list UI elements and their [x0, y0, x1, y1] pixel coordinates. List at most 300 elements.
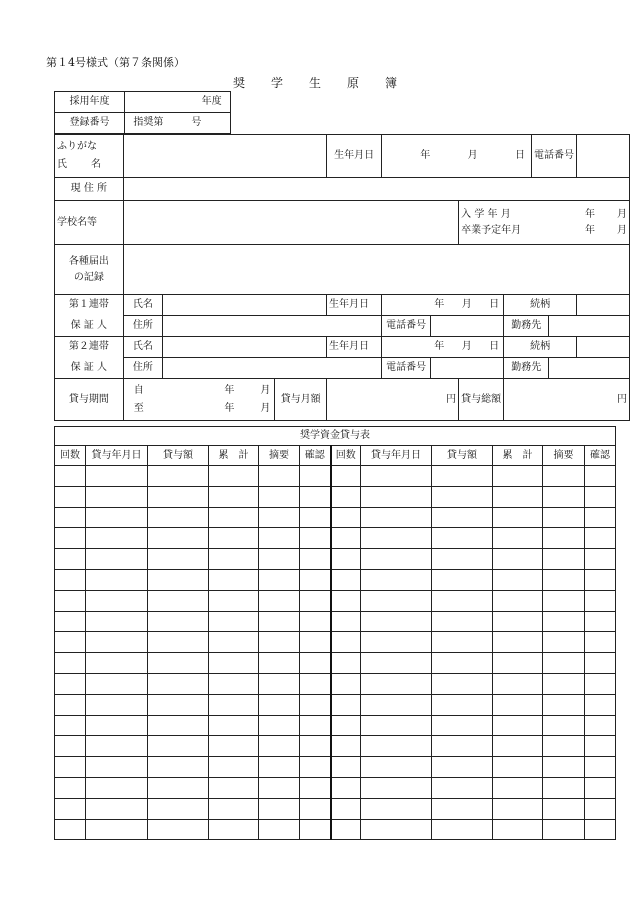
ledger-cell[interactable] [585, 777, 616, 798]
guarantor2-label-2: 保 証 人 [55, 358, 124, 379]
ledger-cell[interactable] [331, 653, 361, 674]
ledger-cell[interactable] [86, 777, 148, 798]
ledger-cell[interactable] [259, 549, 300, 570]
ledger-cell[interactable] [543, 673, 585, 694]
table-row [55, 694, 616, 715]
ledger-cell[interactable] [543, 653, 585, 674]
address-field[interactable] [123, 178, 629, 201]
ledger-cell[interactable] [55, 507, 86, 528]
ledger-cell[interactable] [86, 632, 148, 653]
ledger-cell[interactable] [331, 549, 361, 570]
ledger-cell[interactable] [55, 590, 86, 611]
ledger-cell[interactable] [493, 694, 543, 715]
grad-month-unit: 月 [617, 224, 627, 236]
ledger-cell[interactable] [86, 653, 148, 674]
g1-day-unit: 日 [489, 299, 500, 310]
ledger-cell[interactable] [585, 569, 616, 590]
ledger-cell[interactable] [259, 777, 300, 798]
ledger-cell[interactable] [148, 673, 209, 694]
ledger-cell[interactable] [543, 507, 585, 528]
ledger-cell[interactable] [148, 528, 209, 549]
ledger-cell[interactable] [209, 632, 259, 653]
ledger-cell[interactable] [432, 569, 493, 590]
ledger-cell[interactable] [585, 590, 616, 611]
col-date: 貸与年月日 [361, 446, 432, 466]
ledger-cell[interactable] [300, 528, 331, 549]
ledger-cell[interactable] [493, 798, 543, 819]
phone-label: 電話番号 [532, 135, 577, 178]
col-amount: 貸与額 [148, 446, 209, 466]
ledger-cell[interactable] [148, 590, 209, 611]
ledger-cell[interactable] [86, 736, 148, 757]
ledger-cell[interactable] [259, 569, 300, 590]
ledger-cell[interactable] [432, 632, 493, 653]
col-cumulative: 累 計 [209, 446, 259, 466]
guarantor1-address-field[interactable] [163, 316, 382, 337]
col-confirm: 確認 [585, 446, 616, 466]
ledger-cell[interactable] [432, 486, 493, 507]
ledger-cell[interactable] [209, 569, 259, 590]
ledger-cell[interactable] [86, 673, 148, 694]
notices-field[interactable] [123, 245, 629, 295]
ledger-cell[interactable] [331, 528, 361, 549]
year-suffix: 年度 [201, 96, 222, 107]
guarantor2-address-field[interactable] [163, 358, 382, 379]
monthly-field[interactable] [326, 379, 458, 421]
ledger-cell[interactable] [543, 549, 585, 570]
ledger-cell[interactable] [331, 486, 361, 507]
guarantor2-name-label: 氏名 [123, 337, 162, 358]
ledger-cell[interactable] [585, 694, 616, 715]
table-row [55, 549, 616, 570]
ledger-cell[interactable] [300, 486, 331, 507]
ledger-cell[interactable] [300, 549, 331, 570]
birth-year-unit: 年 [420, 150, 431, 161]
ledger-cell[interactable] [331, 507, 361, 528]
title-char: 簿 [385, 76, 398, 90]
guarantor1-work-label: 勤務先 [504, 316, 549, 337]
ledger-cell[interactable] [209, 819, 259, 840]
table-row [55, 798, 616, 819]
ledger-cell[interactable] [361, 819, 432, 840]
ledger-cell[interactable] [148, 798, 209, 819]
ledger-cell[interactable] [543, 715, 585, 736]
ledger-cell[interactable] [148, 632, 209, 653]
ledger-cell[interactable] [543, 736, 585, 757]
ledger-cell[interactable] [148, 736, 209, 757]
ledger-cell[interactable] [55, 673, 86, 694]
ledger-cell[interactable] [361, 466, 432, 487]
ledger-cell[interactable] [331, 611, 361, 632]
ledger-cell[interactable] [55, 632, 86, 653]
ledger-cell[interactable] [209, 590, 259, 611]
guarantor1-phone-field[interactable] [431, 316, 504, 337]
ledger-cell[interactable] [259, 466, 300, 487]
ledger-cell[interactable] [55, 798, 86, 819]
ledger-cell[interactable] [55, 549, 86, 570]
ledger-cell[interactable] [331, 736, 361, 757]
ledger-cell[interactable] [585, 819, 616, 840]
ledger-cell[interactable] [55, 777, 86, 798]
g1-month-unit: 月 [461, 299, 472, 310]
name-field[interactable] [123, 135, 326, 178]
school-field[interactable] [123, 201, 458, 245]
notices-label-2: の記録 [73, 271, 104, 283]
ledger-cell[interactable] [259, 757, 300, 778]
ledger-cell[interactable] [209, 611, 259, 632]
to-label: 至 [133, 402, 144, 414]
ledger-cell[interactable] [259, 486, 300, 507]
guarantor1-name-label: 氏名 [123, 295, 162, 316]
ledger-cell[interactable] [148, 653, 209, 674]
ledger-cell[interactable] [300, 611, 331, 632]
ledger-cell[interactable] [585, 528, 616, 549]
ledger-cell[interactable] [86, 757, 148, 778]
birth-day-unit: 日 [515, 150, 526, 161]
ledger-cell[interactable] [300, 466, 331, 487]
ledger-cell[interactable] [432, 590, 493, 611]
ledger-cell[interactable] [331, 632, 361, 653]
ledger-cell[interactable] [361, 777, 432, 798]
ledger-cell[interactable] [585, 715, 616, 736]
ledger-cell[interactable] [493, 611, 543, 632]
ledger-cell[interactable] [585, 486, 616, 507]
ledger-cell[interactable] [148, 694, 209, 715]
ledger-cell[interactable] [361, 590, 432, 611]
notices-label-1: 各種届出 [68, 255, 109, 267]
ledger-cell[interactable] [585, 673, 616, 694]
monthly-yen: 円 [446, 393, 457, 405]
col-count: 回数 [331, 446, 361, 466]
guarantor2-label-1: 第２連帯 [55, 337, 124, 358]
ledger-cell[interactable] [259, 715, 300, 736]
ledger-cell[interactable] [585, 653, 616, 674]
ledger-cell[interactable] [493, 590, 543, 611]
ledger-cell[interactable] [55, 757, 86, 778]
ledger-cell[interactable] [86, 694, 148, 715]
ledger-cell[interactable] [432, 715, 493, 736]
ledger-cell[interactable] [55, 611, 86, 632]
ledger-cell[interactable] [209, 653, 259, 674]
ledger-cell[interactable] [86, 611, 148, 632]
ledger-cell[interactable] [493, 715, 543, 736]
ledger-cell[interactable] [543, 611, 585, 632]
ledger-cell[interactable] [331, 569, 361, 590]
ledger-cell[interactable] [493, 528, 543, 549]
ledger-cell[interactable] [361, 549, 432, 570]
ledger-cell[interactable] [55, 736, 86, 757]
ledger-cell[interactable] [259, 694, 300, 715]
ledger-cell[interactable] [55, 466, 86, 487]
ledger-cell[interactable] [432, 777, 493, 798]
ledger-cell[interactable] [209, 757, 259, 778]
ledger-cell[interactable] [86, 819, 148, 840]
ledger-cell[interactable] [585, 507, 616, 528]
adoption-year-field[interactable] [125, 92, 231, 113]
ledger-cell[interactable] [209, 549, 259, 570]
ledger-cell[interactable] [361, 757, 432, 778]
guarantor1-label-1: 第１連帯 [55, 295, 124, 316]
ledger-cell[interactable] [55, 819, 86, 840]
ledger-cell[interactable] [55, 569, 86, 590]
ledger-cell[interactable] [55, 694, 86, 715]
ledger-cell[interactable] [55, 715, 86, 736]
ledger-cell[interactable] [300, 694, 331, 715]
ledger-cell[interactable] [432, 673, 493, 694]
ledger-cell[interactable] [432, 528, 493, 549]
to-year-unit: 年 [224, 402, 235, 414]
ledger-cell[interactable] [361, 798, 432, 819]
ledger-cell[interactable] [259, 507, 300, 528]
ledger-cell[interactable] [259, 528, 300, 549]
ledger-cell[interactable] [493, 632, 543, 653]
table-row [55, 715, 616, 736]
ledger-cell[interactable] [543, 777, 585, 798]
from-month-unit: 月 [260, 384, 271, 396]
entry-label: 入 学 年 月 [461, 208, 511, 220]
ledger-cell[interactable] [300, 653, 331, 674]
ledger-cell[interactable] [300, 819, 331, 840]
ledger-cell[interactable] [361, 507, 432, 528]
from-year-unit: 年 [224, 384, 235, 396]
ledger-cell[interactable] [148, 507, 209, 528]
ledger-cell[interactable] [432, 757, 493, 778]
ledger-cell[interactable] [55, 653, 86, 674]
guarantor2-birth-field[interactable] [382, 337, 504, 358]
ledger-cell[interactable] [300, 507, 331, 528]
ledger-cell[interactable] [209, 528, 259, 549]
loan-ledger-table [54, 426, 616, 840]
ledger-cell[interactable] [148, 569, 209, 590]
reg-number-field[interactable] [125, 113, 231, 134]
ledger-cell[interactable] [148, 777, 209, 798]
total-field[interactable] [504, 379, 630, 421]
school-dates [459, 201, 630, 245]
ledger-cell[interactable] [148, 611, 209, 632]
ledger-cell[interactable] [300, 736, 331, 757]
ledger-cell[interactable] [361, 569, 432, 590]
ledger-cell[interactable] [331, 715, 361, 736]
ledger-cell[interactable] [331, 798, 361, 819]
ledger-cell[interactable] [585, 798, 616, 819]
ledger-cell[interactable] [148, 486, 209, 507]
ledger-cell[interactable] [543, 486, 585, 507]
address-label: 現 住 所 [55, 178, 124, 201]
name-label-2: 名 [91, 159, 101, 170]
ledger-cell[interactable] [432, 507, 493, 528]
table-row [55, 507, 616, 528]
ledger-cell[interactable] [55, 528, 86, 549]
table-row [55, 653, 616, 674]
ledger-cell[interactable] [331, 673, 361, 694]
ledger-cell[interactable] [493, 673, 543, 694]
guarantor2-work-field[interactable] [549, 358, 630, 379]
guarantor2-relation-label: 続柄 [504, 337, 577, 358]
ledger-cell[interactable] [300, 798, 331, 819]
ledger-cell[interactable] [209, 466, 259, 487]
ledger-cell[interactable] [585, 632, 616, 653]
ledger-cell[interactable] [148, 549, 209, 570]
ledger-cell[interactable] [493, 569, 543, 590]
ledger-cell[interactable] [493, 507, 543, 528]
guarantor2-relation-field[interactable] [577, 337, 630, 358]
ledger-cell[interactable] [543, 694, 585, 715]
phone-field[interactable] [577, 135, 630, 178]
ledger-cell[interactable] [86, 507, 148, 528]
ledger-cell[interactable] [209, 736, 259, 757]
guarantor2-name-field[interactable] [163, 337, 327, 358]
ledger-cell[interactable] [543, 798, 585, 819]
guarantor1-name-field[interactable] [163, 295, 327, 316]
table-row [55, 673, 616, 694]
ledger-cell[interactable] [148, 466, 209, 487]
ledger-cell[interactable] [432, 653, 493, 674]
ledger-cell[interactable] [361, 694, 432, 715]
ledger-cell[interactable] [300, 632, 331, 653]
ledger-cell[interactable] [300, 777, 331, 798]
ledger-cell[interactable] [209, 486, 259, 507]
reg-prefix: 指奨第 [133, 117, 164, 128]
ledger-cell[interactable] [55, 486, 86, 507]
ledger-cell[interactable] [259, 673, 300, 694]
ledger-cell[interactable] [331, 819, 361, 840]
ledger-cell[interactable] [148, 757, 209, 778]
guarantor2-address-label: 住所 [123, 358, 162, 379]
guarantor1-address-label: 住所 [123, 316, 162, 337]
form-number: 第１4号様式（第７条関係） [46, 56, 185, 69]
guarantor1-relation-field[interactable] [577, 295, 630, 316]
ledger-cell[interactable] [493, 819, 543, 840]
ledger-cell[interactable] [432, 694, 493, 715]
ledger-cell[interactable] [148, 715, 209, 736]
table-row [55, 486, 616, 507]
g2-month-unit: 月 [461, 341, 472, 352]
ledger-cell[interactable] [148, 819, 209, 840]
name-label-1: 氏 [57, 159, 67, 170]
ledger-cell[interactable] [209, 507, 259, 528]
ledger-cell[interactable] [86, 549, 148, 570]
ledger-cell[interactable] [361, 715, 432, 736]
ledger-cell[interactable] [300, 590, 331, 611]
ledger-cell[interactable] [543, 590, 585, 611]
ledger-cell[interactable] [493, 653, 543, 674]
ledger-cell[interactable] [259, 736, 300, 757]
ledger-cell[interactable] [493, 486, 543, 507]
ledger-cell[interactable] [259, 632, 300, 653]
ledger-cell[interactable] [432, 736, 493, 757]
ledger-cell[interactable] [331, 694, 361, 715]
ledger-cell[interactable] [361, 632, 432, 653]
ledger-cell[interactable] [86, 590, 148, 611]
ledger-cell[interactable] [86, 486, 148, 507]
ledger-cell[interactable] [300, 757, 331, 778]
ledger-cell[interactable] [259, 653, 300, 674]
ledger-cell[interactable] [209, 694, 259, 715]
guarantor2-phone-field[interactable] [431, 358, 504, 379]
ledger-cell[interactable] [585, 736, 616, 757]
ledger-cell[interactable] [331, 590, 361, 611]
ledger-cell[interactable] [361, 653, 432, 674]
birth-label: 生年月日 [326, 135, 381, 178]
ledger-cell[interactable] [432, 611, 493, 632]
table-row [55, 632, 616, 653]
ledger-cell[interactable] [361, 673, 432, 694]
ledger-cell[interactable] [493, 777, 543, 798]
ledger-cell[interactable] [543, 757, 585, 778]
ledger-cell[interactable] [543, 819, 585, 840]
ledger-cell[interactable] [585, 466, 616, 487]
ledger-cell[interactable] [432, 549, 493, 570]
ledger-cell[interactable] [331, 757, 361, 778]
ledger-cell[interactable] [209, 798, 259, 819]
ledger-cell[interactable] [585, 611, 616, 632]
grad-year-unit: 年 [585, 224, 595, 236]
guarantor1-work-field[interactable] [549, 316, 630, 337]
ledger-cell[interactable] [361, 611, 432, 632]
ledger-cell[interactable] [300, 673, 331, 694]
ledger-cell[interactable] [209, 715, 259, 736]
ledger-cell[interactable] [259, 590, 300, 611]
ledger-cell[interactable] [300, 715, 331, 736]
ledger-cell[interactable] [86, 798, 148, 819]
ledger-cell[interactable] [86, 528, 148, 549]
ledger-cell[interactable] [259, 819, 300, 840]
ledger-cell[interactable] [543, 569, 585, 590]
table-row [55, 777, 616, 798]
ledger-cell[interactable] [493, 736, 543, 757]
col-summary: 摘要 [543, 446, 585, 466]
entry-year-unit: 年 [585, 208, 595, 220]
form-title [0, 74, 630, 91]
loan-period-field[interactable] [123, 379, 275, 421]
ledger-cell[interactable] [493, 757, 543, 778]
ledger-cell[interactable] [361, 736, 432, 757]
ledger-cell[interactable] [432, 798, 493, 819]
ledger-cell[interactable] [209, 673, 259, 694]
ledger-cell[interactable] [432, 466, 493, 487]
guarantor1-birth-field[interactable] [382, 295, 504, 316]
ledger-cell[interactable] [493, 549, 543, 570]
ledger-cell[interactable] [86, 466, 148, 487]
col-cumulative: 累 計 [493, 446, 543, 466]
ledger-cell[interactable] [493, 466, 543, 487]
ledger-cell[interactable] [331, 777, 361, 798]
ledger-cell[interactable] [86, 715, 148, 736]
registration-table [54, 91, 231, 134]
table-row [55, 528, 616, 549]
ledger-cell[interactable] [543, 632, 585, 653]
ledger-cell[interactable] [209, 777, 259, 798]
g1-year-unit: 年 [434, 299, 445, 310]
birth-field[interactable] [382, 135, 532, 178]
ledger-cell[interactable] [543, 528, 585, 549]
table-row [55, 590, 616, 611]
ledger-cell[interactable] [585, 757, 616, 778]
ledger-cell[interactable] [86, 569, 148, 590]
ledger-cell[interactable] [331, 466, 361, 487]
table-row [55, 736, 616, 757]
ledger-cell[interactable] [361, 486, 432, 507]
ledger-cell[interactable] [259, 611, 300, 632]
ledger-cell[interactable] [585, 549, 616, 570]
monthly-label: 貸与月額 [275, 379, 327, 421]
ledger-cell[interactable] [432, 819, 493, 840]
table-row [55, 757, 616, 778]
ledger-cell[interactable] [361, 528, 432, 549]
ledger-cell[interactable] [543, 466, 585, 487]
ledger-cell[interactable] [259, 798, 300, 819]
ledger-cell[interactable] [300, 569, 331, 590]
